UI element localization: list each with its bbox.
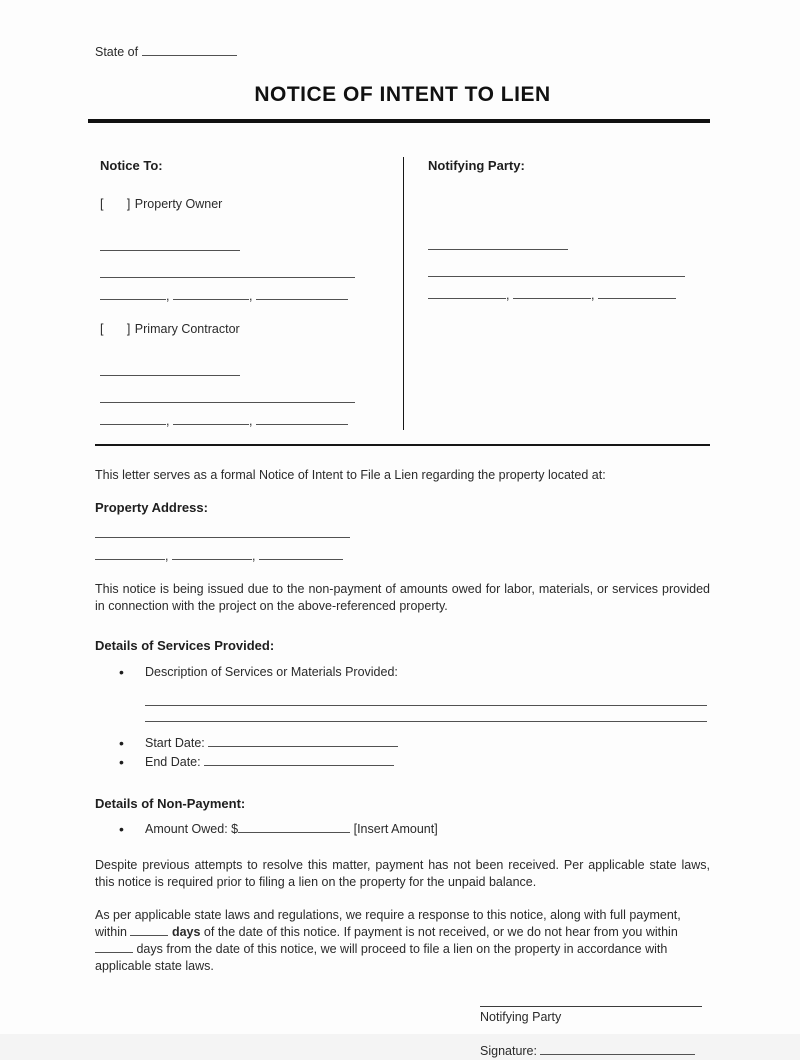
owner-city-state-zip-row [100,288,403,305]
dates-group [95,735,710,771]
contractor-name-row [100,364,403,381]
amount-owed-label: Amount Owed: $ [145,822,239,837]
description-label: Description of Services or Materials Provided: [145,664,398,679]
end-date-field[interactable] [204,754,394,766]
property-owner-checkbox[interactable]: [ ] [100,197,132,212]
notifying-party-caption: Notifying Party [480,1010,562,1025]
notifier-name-field[interactable] [428,238,568,250]
comma-separator: , [166,414,170,429]
start-date-field[interactable] [208,735,398,747]
property-address-heading: Property Address: [95,500,208,516]
response-days-field-2[interactable] [95,941,133,953]
property-owner-label: Property Owner [134,197,223,212]
contractor-city-state-zip-row [100,413,403,430]
amount-owed-field[interactable] [238,821,350,833]
owner-city-field[interactable] [100,288,166,300]
notifier-street-field[interactable] [428,265,685,277]
description-field-line-2[interactable] [145,706,707,722]
contractor-city-field[interactable] [100,413,166,425]
response-part-3: days from the date of this notice, we will proceed to file a lien on the property in accordance with applicable state laws. [95,942,668,974]
response-days-field-1[interactable] [130,924,168,936]
non-payment-heading: Details of Non-Payment: [95,795,246,811]
property-street-field[interactable] [95,526,350,538]
comma-separator: , [590,288,595,303]
parties-section [95,157,710,447]
comma-separator: , [165,548,169,563]
notifier-state-field[interactable] [513,287,591,299]
owner-street-row [100,266,403,283]
notifier-street-row [428,265,710,282]
comma-separator: , [248,289,253,304]
property-street-row [95,526,710,543]
notifier-name-row [428,238,710,255]
page-title: NOTICE OF INTENT TO LIEN [254,83,551,106]
notifying-party-heading: Notifying Party: [428,157,525,173]
owner-street-field[interactable] [100,266,355,278]
owner-zip-field[interactable] [256,288,348,300]
owner-name-field[interactable] [100,239,240,251]
signature-label: Signature: [480,1044,537,1059]
contractor-street-field[interactable] [100,391,355,403]
comma-separator: , [166,289,170,304]
notifying-party-column [403,157,710,431]
description-bullet [95,664,710,681]
notifying-party-signature-line[interactable] [480,1006,702,1007]
state-of-blank-field[interactable] [142,44,237,56]
services-heading: Details of Services Provided: [95,637,275,653]
amount-hint: [Insert Amount] [353,822,438,837]
amount-owed-bullet [95,821,710,838]
contractor-zip-field[interactable] [256,413,348,425]
notice-to-column [95,157,403,431]
despite-paragraph: Despite previous attempts to resolve this matter, payment has not been received. Per applicable state laws, this notice is required prior to filing a lien on the property for the unpaid balance. [95,858,710,890]
state-of-row [95,44,710,61]
start-date-label: Start Date: [145,735,205,750]
description-field-line-1[interactable] [145,690,707,706]
signature-row [480,1043,702,1060]
start-date-bullet [95,735,710,752]
owner-name-row [100,239,403,256]
contractor-name-field[interactable] [100,364,240,376]
response-part-2: of the date of this notice. If payment is not received, or we do not hear from you within [203,925,678,940]
end-date-label: End Date: [145,754,201,769]
signature-field[interactable] [540,1043,695,1055]
property-city-state-zip-row [95,548,710,565]
signature-block [480,1006,702,1060]
notifier-city-state-zip-row [428,287,710,304]
comma-separator: , [251,548,256,563]
end-date-bullet [95,754,710,771]
property-zip-field[interactable] [259,548,343,560]
contractor-street-row [100,391,403,408]
notice-to-heading: Notice To: [100,157,163,173]
state-of-label: State of [95,45,139,59]
primary-contractor-label: Primary Contractor [134,322,240,337]
description-write-in-area [145,690,710,722]
primary-contractor-option [100,321,403,338]
contractor-state-field[interactable] [173,413,249,425]
comma-separator: , [248,414,253,429]
notifier-zip-field[interactable] [598,287,676,299]
title-divider-rule [88,119,710,123]
primary-contractor-checkbox[interactable]: [ ] [100,322,132,337]
property-owner-option [100,196,403,213]
property-state-field[interactable] [172,548,252,560]
property-city-field[interactable] [95,548,165,560]
response-part-1: As per applicable state laws and regulations, we require a response to this notice, along with full payment, within [95,908,681,940]
response-days-bold: days [171,925,201,940]
response-paragraph [95,907,710,975]
intro-paragraph: This letter serves as a formal Notice of Intent to File a Lien regarding the property located at: [95,468,606,483]
issuance-paragraph: This notice is being issued due to the non-payment of amounts owed for labor, materials, or services provided in connection with the project on the above-referenced property. [95,581,710,613]
notifier-city-field[interactable] [428,287,506,299]
comma-separator: , [506,288,510,303]
owner-state-field[interactable] [173,288,249,300]
